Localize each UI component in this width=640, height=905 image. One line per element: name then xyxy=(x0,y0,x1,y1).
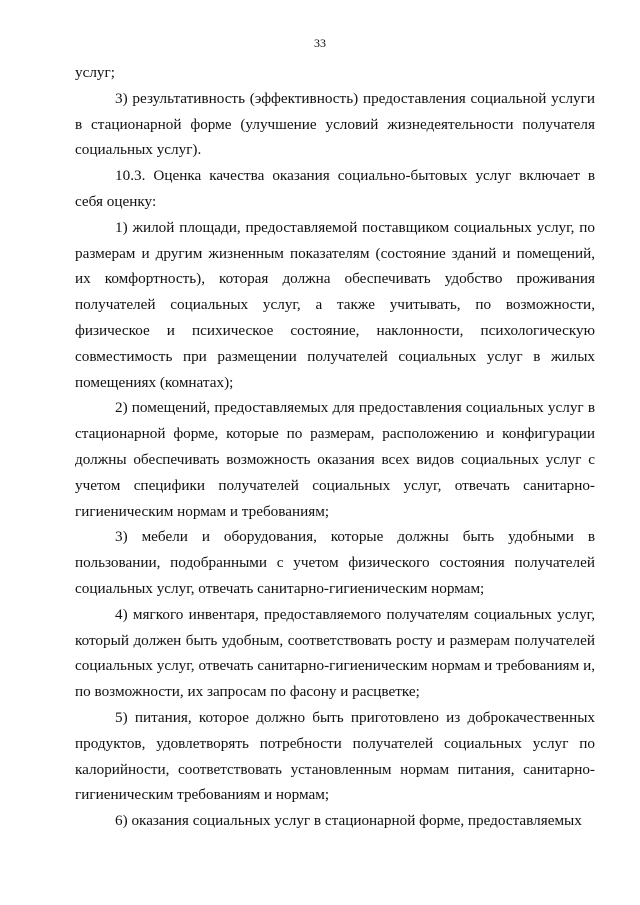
paragraph-item-3-effectiveness: 3) результативность (эффективность) предоставления социальной услуги в стационарной форме (улучшение условий жизнедеятельности получателя социальных услуг). xyxy=(75,89,595,159)
document-body xyxy=(75,60,595,834)
paragraph-item-6-services: 6) оказания социальных услуг в стационарной форме, предоставляемых xyxy=(115,812,582,830)
paragraph-item-2-premises: 2) помещений, предоставляемых для предоставления социальных услуг в стационарной форме, которые по размерам, расположению и конфигурации должны обеспечивать возможность оказания всех видов социальных услуг с учетом специфики получателей социальных услуг, отвечать санитарно-гигиеническим нормам и требованиям; xyxy=(75,399,595,520)
paragraph-item-4-soft-inventory: 4) мягкого инвентаря, предоставляемого получателям социальных услуг, который должен быть удобным, соответствовать росту и размерам получателей социальных услуг, отвечать санитарно-гигиеническим нормам и требованиям и, по возможности, их запросам по фасону и расцветке; xyxy=(75,605,595,701)
paragraph-item-5-nutrition: 5) питания, которое должно быть приготовлено из доброкачественных продуктов, удовлетворять потребности получателей социальных услуг по калорийности, соответствовать установленным нормам питания, санитарно-гигиеническим требованиям и нормам; xyxy=(75,708,595,804)
paragraph-section-10-3: 10.3. Оценка качества оказания социально-бытовых услуг включает в себя оценку: xyxy=(75,167,595,210)
paragraph-item-1-living-space: 1) жилой площади, предоставляемой поставщиком социальных услуг, по размерам и другим жизненным показателям (состояние зданий и помещений, их комфортность), которая должна обеспечивать удобство проживания получателей социальных услуг, а также учитывать, по возможности, физическое и психическое состояние, наклонности, психологическую совместимость при размещении получателей социальных услуг в жилых помещениях (комнатах); xyxy=(75,218,595,391)
page-number: 33 xyxy=(314,36,326,50)
paragraph-item-3-furniture: 3) мебели и оборудования, которые должны быть удобными в пользовании, подобранными с учетом физического состояния получателей социальных услуг, отвечать санитарно-гигиеническим нормам; xyxy=(75,528,595,597)
paragraph-continuation: услуг; xyxy=(75,64,115,81)
